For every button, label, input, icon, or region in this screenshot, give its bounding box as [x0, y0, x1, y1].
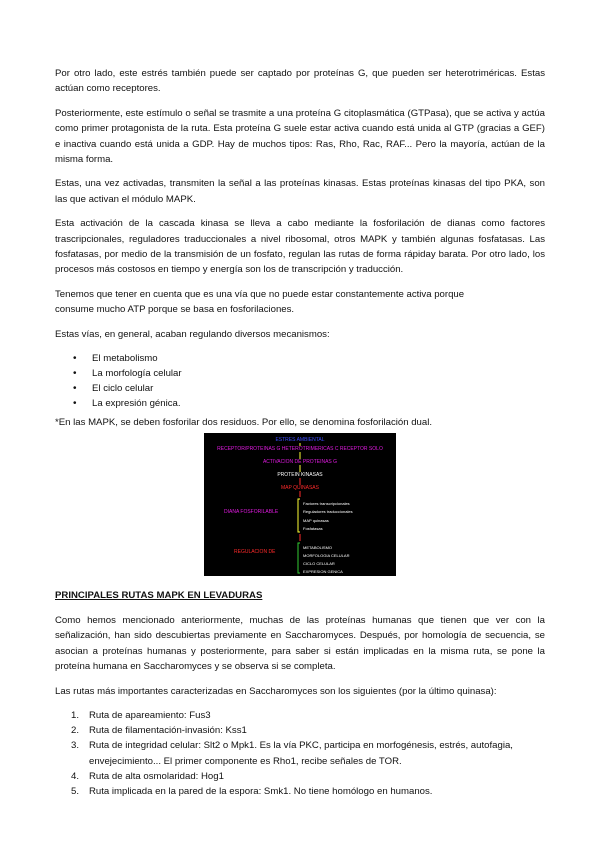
item-number: 1. [71, 709, 80, 721]
diagram-kinases: PROTEIN KINASAS [277, 471, 323, 478]
item-number: 5. [71, 785, 80, 797]
diagram-target-label: DIANA FOSFORILABLE [224, 508, 279, 515]
section-title: PRINCIPALES RUTAS MAPK EN LEVADURAS [55, 589, 263, 601]
diagram-stress: ESTRES AMBIENTAL [275, 436, 325, 443]
paragraph: Por otro lado, este estrés también puede ser captado por proteínas G, que pueden ser heterotriméricas. Estas actúan como receptores. [55, 68, 545, 95]
paragraph: Las rutas más importantes caracterizadas en Saccharomyces son los siguientes (por la último quinasa): [55, 685, 497, 697]
paragraph: Esta activación de la cascada kinasa se lleva a cabo mediante la fosforilación de dianas como factores trascripcionales, reguladores traduccionales a nivel ribosomal, otros MAPK y también algunas fosfatasas. Las fosfatasas, por medio de la transmisión de un fosfato, regulan las rutas de forma rápiday barata. Por otro lado, los procesos más costosos en tiempo y energía son los de transcripción y traducción. [55, 218, 545, 276]
route-text: Ruta de integridad celular: Slt2 o Mpk1. Es la vía PKC, participa en morfogénesis, estrés, autofagia, envejecimiento... El primer componente es Rho1, recibe señales de TOR. [89, 740, 513, 767]
diagram-target: Fosfatasas [303, 525, 323, 531]
paragraph: Posteriormente, este estímulo o señal se trasmite a una proteína G citoplasmática (GTPasa), que se activa y actúa como primer protagonista de la ruta. Esta proteína G suele estar activa cuando está unida al GTP (gracias a GEF) e inactiva cuando está unida a GDP. Hay de muchos tipos: Ras, Rho, Rac, RAF... Pero la mayoría, actúan de la misma forma. [55, 107, 545, 166]
list-item: • El metabolismo [73, 353, 158, 365]
list-item: • El ciclo celular [73, 383, 154, 395]
diagram-target: Factores transcripcionales [303, 500, 350, 506]
paragraph: Estas, una vez activadas, transmiten la señal a las proteínas kinasas. Estas proteínas kinasas del tipo PKA, son las que activan el módulo MAPK. [55, 178, 545, 205]
list-item [71, 723, 545, 738]
bullet-icon: • [73, 383, 77, 395]
mechanisms-list [55, 351, 545, 411]
list-item [71, 708, 545, 723]
list-item: • La morfología celular [73, 368, 182, 380]
list-item: • La expresión génica. [73, 398, 181, 410]
diagram-regulation-label: REGULACION DE [234, 548, 276, 555]
list-item [71, 784, 545, 799]
list-item [71, 769, 545, 784]
item-number: 4. [71, 770, 80, 782]
item-number: 3. [71, 740, 80, 752]
paragraph [55, 287, 545, 318]
document-page [55, 66, 545, 799]
diagram-receptor: RECEPTOR/PROTEINAS G HETEROTRIMERICAS C RECEPTOR SOLO [217, 445, 383, 452]
diagram-mapk: MAP QUINASAS [281, 484, 319, 491]
mapk-pathway-diagram [204, 433, 396, 576]
route-text: Ruta de alta osmolaridad: Hog1 [89, 770, 224, 782]
paragraph-line: Tenemos que tener en cuenta que es una vía que no puede estar constantemente activa porque [55, 288, 465, 300]
bullet-icon: • [73, 398, 77, 410]
diagram-regulated: MORFOLOGIA CELULAR [303, 552, 350, 558]
paragraph: Como hemos mencionado anteriormente, muchas de las proteínas humanas que tienen que ver con la señalización, han sido descubiertas previamente en Saccharomyces. Después, por homología de secuencia, se asocian a proteínas humanas y posteriormente, para saber si están implicadas en la misma ruta, se pone la proteína humana en Saccharomyces y se observa si se completa. [55, 614, 545, 673]
routes-list [55, 708, 545, 799]
item-number: 2. [71, 725, 80, 737]
diagram-regulated: EXPRESION GENICA [303, 568, 343, 574]
route-text: Ruta de apareamiento: Fus3 [89, 709, 211, 721]
route-text: Ruta de filamentación-invasión: Kss1 [89, 725, 247, 737]
bullet-icon: • [73, 353, 77, 365]
route-text: Ruta implicada en la pared de la espora: Smk1. No tiene homólogo en humanos. [89, 785, 433, 797]
diagram-target: Reguladores traduccionales [303, 508, 353, 514]
paragraph: Estas vías, en general, acaban regulando diversos mecanismos: [55, 328, 330, 340]
diagram-target: MAP quinasas [303, 517, 329, 523]
bullet-icon: • [73, 368, 77, 380]
diagram-regulated: METABOLISMO [303, 544, 333, 550]
paragraph-line: consume mucho ATP porque se basa en fosforilaciones. [55, 304, 295, 316]
diagram-regulated: CICLO CELULAR [303, 560, 335, 566]
footnote: *En las MAPK, se deben fosforilar dos residuos. Por ello, se denomina fosforilación dual. [55, 417, 433, 429]
diagram-activation: ACTIVACION DE PROTEINAS G [262, 458, 338, 465]
list-item [71, 738, 545, 768]
